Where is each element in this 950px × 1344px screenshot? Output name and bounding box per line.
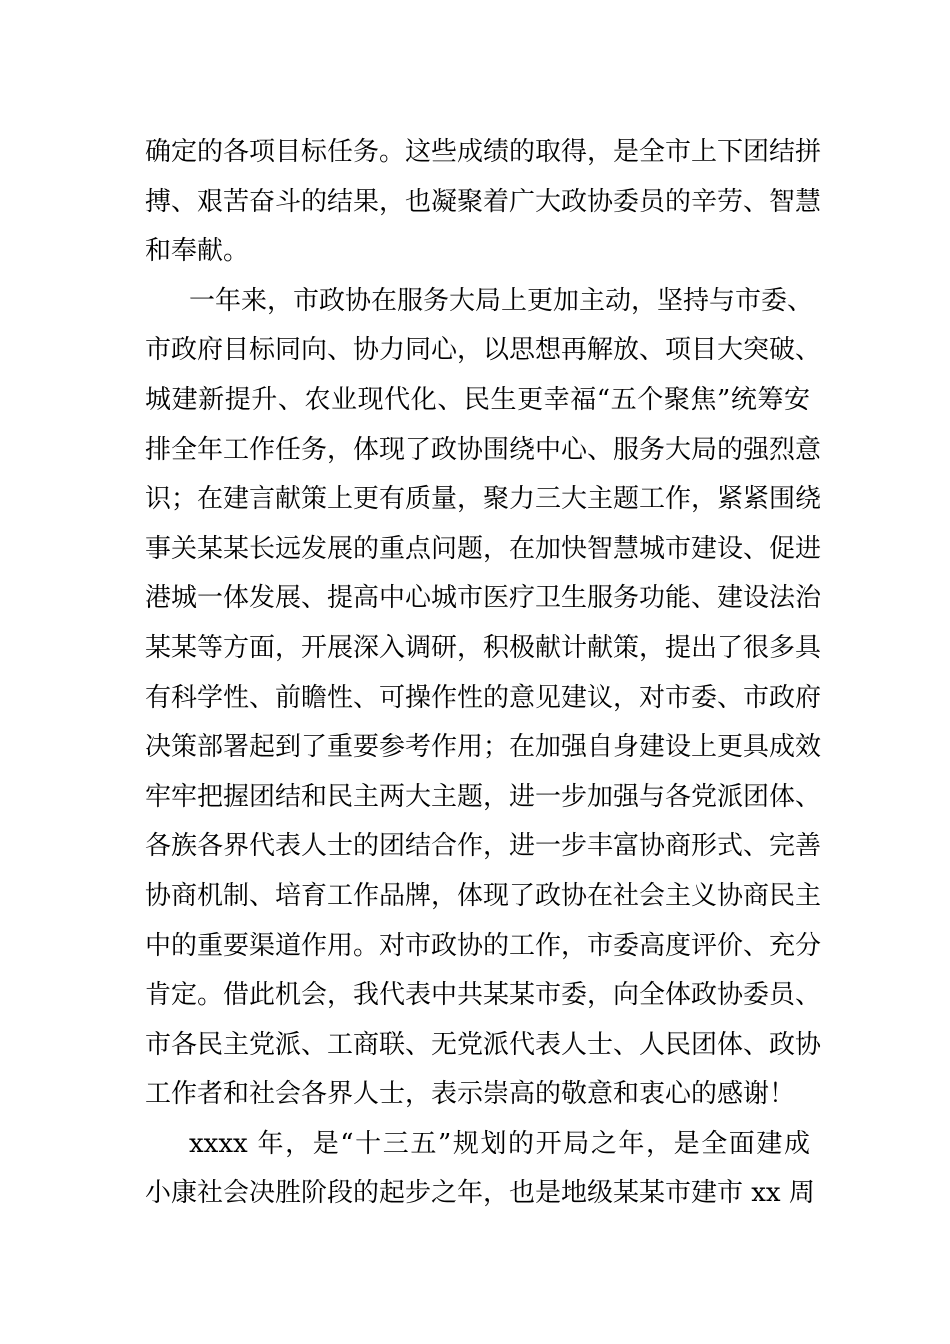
text-line: 协商机制、培育工作品牌，体现了政协在社会主义协商民主 <box>145 880 822 911</box>
text-line: 一年来，市政协在服务大局上更加主动，坚持与市委、 <box>189 285 814 316</box>
text-line: 市政府目标同向、协力同心，以思想再解放、项目大突破、 <box>145 335 822 366</box>
text-line: 识；在建言献策上更有质量，聚力三大主题工作，紧紧围绕 <box>145 484 822 515</box>
text-line: 排全年工作任务，体现了政协围绕中心、服务大局的强烈意 <box>145 434 822 465</box>
text-line: 市各民主党派、工商联、无党派代表人士、人民团体、政协 <box>145 1029 822 1060</box>
text-line: 牢牢把握团结和民主两大主题，进一步加强与各党派团体、 <box>145 781 822 812</box>
text-line: 城建新提升、农业现代化、民生更幸福“五个聚焦”统筹安 <box>145 384 810 415</box>
text-line: 确定的各项目标任务。这些成绩的取得，是全市上下团结拼 <box>145 137 822 167</box>
text-line: 工作者和社会各界人士，表示崇高的敬意和衷心的感谢！ <box>145 1079 796 1110</box>
text-line: 小康社会决胜阶段的起步之年，也是地级某某市建市 xx 周 <box>145 1178 815 1209</box>
text-line: 某某等方面，开展深入调研，积极献计献策，提出了很多具 <box>145 632 822 663</box>
text-line: 有科学性、前瞻性、可操作性的意见建议，对市委、市政府 <box>145 682 822 713</box>
text-line: 决策部署起到了重要参考作用；在加强自身建设上更具成效 <box>145 732 822 763</box>
text-line: 中的重要渠道作用。对市政协的工作，市委高度评价、充分 <box>145 930 822 961</box>
text-line: 港城一体发展、提高中心城市医疗卫生服务功能、建设法治 <box>145 583 822 614</box>
text-line: xxxx 年，是“十三五”规划的开局之年，是全面建成 <box>189 1128 810 1159</box>
text-line: 肯定。借此机会，我代表中共某某市委，向全体政协委员、 <box>145 980 822 1011</box>
text-line: 搏、艰苦奋斗的结果，也凝聚着广大政协委员的辛劳、智慧 <box>145 186 822 217</box>
text-line: 各族各界代表人士的团结合作，进一步丰富协商形式、完善 <box>145 831 822 862</box>
text-line: 和奉献。 <box>145 236 250 267</box>
text-line: 事关某某长远发展的重点问题，在加快智慧城市建设、促进 <box>145 533 822 564</box>
body-text <box>145 128 822 1219</box>
